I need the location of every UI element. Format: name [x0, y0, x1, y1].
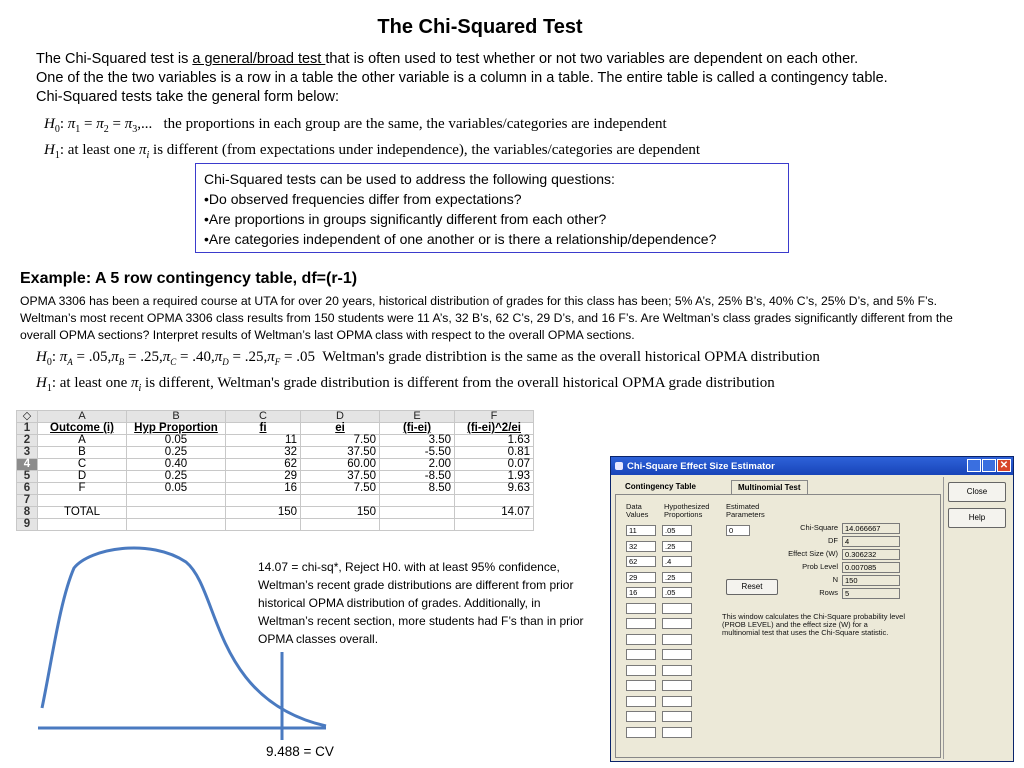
data-value-field[interactable]	[626, 680, 656, 691]
cell[interactable]	[226, 495, 301, 507]
cell[interactable]: F	[38, 483, 127, 495]
table-row	[17, 447, 534, 459]
cell[interactable]: TOTAL	[38, 507, 127, 519]
questions-box	[195, 163, 789, 253]
cell[interactable]: 0.05	[127, 435, 226, 447]
table-row	[17, 459, 534, 471]
cell[interactable]: 1.63	[455, 435, 534, 447]
data-value-field[interactable]	[626, 603, 656, 614]
general-h1: $H_1$: at least one $\pi_i$ is different (from expectations under independence), the variables/categories are dependent	[44, 142, 701, 161]
data-value-field[interactable]	[626, 618, 656, 629]
intro-text	[36, 50, 976, 107]
row-number[interactable]: 2	[17, 435, 38, 447]
cell[interactable]: 0.40	[127, 459, 226, 471]
proportion-field[interactable]	[662, 727, 692, 738]
cell[interactable]	[38, 519, 127, 531]
col-letter[interactable]: A	[38, 411, 127, 423]
proportion-field[interactable]	[662, 634, 692, 645]
proportion-field[interactable]	[662, 696, 692, 707]
cell[interactable]: 0.81	[455, 447, 534, 459]
cell[interactable]: 16	[226, 483, 301, 495]
proportion-field[interactable]: .4	[662, 556, 692, 567]
col-letter[interactable]: F	[455, 411, 534, 423]
intro-line-1	[36, 50, 976, 69]
data-value-field[interactable]: 11	[626, 525, 656, 536]
general-h1-rest: is different (from expectations under independence), the variables/categories are dependent	[153, 142, 701, 158]
close-button[interactable]: Close	[948, 482, 1006, 502]
row-number[interactable]: 8	[17, 507, 38, 519]
cell[interactable]: 60.00	[301, 459, 380, 471]
data-value-field[interactable]: 32	[626, 541, 656, 552]
cell[interactable]: 37.50	[301, 471, 380, 483]
proportion-field[interactable]	[662, 603, 692, 614]
table-row	[17, 423, 534, 435]
row-number[interactable]: 1	[17, 423, 38, 435]
cell[interactable]: 0.07	[455, 459, 534, 471]
example-h1-rest: is different, Weltman's grade distribution is different from the overall historical OPMA grade distribution	[145, 375, 775, 391]
spreadsheet	[16, 410, 538, 538]
critical-value-label: 9.488 = CV	[266, 744, 334, 759]
cell[interactable]: Hyp Proportion	[127, 423, 226, 435]
cell[interactable]	[301, 519, 380, 531]
cell[interactable]: 1.93	[455, 471, 534, 483]
col-letter[interactable]: B	[127, 411, 226, 423]
table-row	[17, 471, 534, 483]
cell[interactable]	[38, 495, 127, 507]
proportion-field[interactable]	[662, 680, 692, 691]
data-value-field[interactable]	[626, 649, 656, 660]
row-number[interactable]: 4	[17, 459, 38, 471]
row-number[interactable]: 6	[17, 483, 38, 495]
cell[interactable]: Outcome (i)	[38, 423, 127, 435]
spreadsheet-table	[16, 410, 534, 531]
dialog-side-panel	[943, 477, 1010, 759]
question-item: •Are categories independent of one another or is there a relationship/dependence?	[204, 231, 717, 247]
data-value-field[interactable]	[626, 727, 656, 738]
multinomial-panel	[615, 494, 941, 758]
maximize-icon[interactable]	[982, 459, 996, 472]
help-button[interactable]: Help	[948, 508, 1006, 528]
data-value-field[interactable]	[626, 665, 656, 676]
example-text: OPMA 3306 has been a required course at UTA for over 20 years, historical distribution of grades for this class has been; 5% A’s, 25% B’s, 40% C’s, 25% D’s, and 5% F’s. Weltman’s most recent OPMA 3306 class results from 150 students were 11 A’s, 32 B’s, 62 C’s, 29 D’s, and 16 F’s. Are Weltman’s class grades significantly different from the overall OPMA sections? Interpret results of Weltman’s last OPMA class with respect to the overall OPMA sections.	[20, 294, 953, 342]
data-value-field[interactable]: 29	[626, 572, 656, 583]
dialog-description: This window calculates the Chi-Square probability level (PROB LEVEL) and the effect size (W) for a multinomial test that uses the Chi-Square statistic.	[722, 612, 906, 637]
data-value-field[interactable]	[626, 696, 656, 707]
corner-cell[interactable]: ◇	[17, 411, 38, 423]
cell[interactable]	[127, 507, 226, 519]
close-icon[interactable]: ✕	[997, 459, 1011, 472]
table-row	[17, 507, 534, 519]
cell[interactable]: 37.50	[301, 447, 380, 459]
data-value-field[interactable]: 62	[626, 556, 656, 567]
result-value-field: 4	[842, 536, 900, 547]
estimated-parameters-label: Estimated Parameters	[726, 502, 765, 519]
cell[interactable]: (fi-ei)^2/ei	[455, 423, 534, 435]
proportion-field[interactable]: .05	[662, 587, 692, 598]
proportion-field[interactable]: .05	[662, 525, 692, 536]
reset-button[interactable]: Reset	[726, 579, 778, 595]
cell[interactable]: fi	[226, 423, 301, 435]
cell[interactable]: ei	[301, 423, 380, 435]
row-number[interactable]: 3	[17, 447, 38, 459]
dialog-titlebar[interactable]	[611, 457, 1013, 475]
proportion-field[interactable]: .25	[662, 541, 692, 552]
proportion-field[interactable]	[662, 711, 692, 722]
cell[interactable]: B	[38, 447, 127, 459]
cell[interactable]: 9.63	[455, 483, 534, 495]
result-label: Effect Size (W)	[788, 549, 838, 558]
cell[interactable]: 32	[226, 447, 301, 459]
cell[interactable]	[226, 519, 301, 531]
cell[interactable]	[455, 495, 534, 507]
proportion-field[interactable]	[662, 618, 692, 629]
result-label: Prob Level	[802, 562, 838, 571]
cell[interactable]: 29	[226, 471, 301, 483]
result-label: Chi-Square	[800, 523, 838, 532]
intro-line-3: Chi-Squared tests take the general form below:	[36, 89, 340, 105]
col-letter[interactable]: E	[380, 411, 455, 423]
param-field[interactable]: 0	[726, 525, 750, 536]
result-value-field: 5	[842, 588, 900, 599]
cell[interactable]: 2.00	[380, 459, 455, 471]
cell[interactable]	[127, 519, 226, 531]
cell[interactable]: 3.50	[380, 435, 455, 447]
cell[interactable]	[455, 519, 534, 531]
tab-multinomial-test[interactable]: Multinomial Test	[731, 480, 808, 494]
example-heading: Example: A 5 row contingency table, df=(r-1)	[20, 270, 358, 287]
cell[interactable]	[380, 507, 455, 519]
cell[interactable]: 14.07	[455, 507, 534, 519]
cell[interactable]: 0.05	[127, 483, 226, 495]
table-row	[17, 483, 534, 495]
col-letter[interactable]: D	[301, 411, 380, 423]
result-value-field: 0.306232	[842, 549, 900, 560]
cell[interactable]: D	[38, 471, 127, 483]
result-label: DF	[828, 536, 838, 545]
cell[interactable]	[380, 519, 455, 531]
cell[interactable]: (fi-ei)	[380, 423, 455, 435]
cell[interactable]: -5.50	[380, 447, 455, 459]
cell[interactable]: C	[38, 459, 127, 471]
cell[interactable]: A	[38, 435, 127, 447]
hyp-proportions-label: Hypothesized Proportions	[664, 502, 710, 519]
row-number[interactable]: 7	[17, 495, 38, 507]
row-number[interactable]: 9	[17, 519, 38, 531]
cell[interactable]: 62	[226, 459, 301, 471]
app-icon	[615, 462, 623, 470]
result-value-field: 0.007085	[842, 562, 900, 573]
result-label: Rows	[819, 588, 838, 597]
table-row	[17, 519, 534, 531]
example-h1-text: at least one	[59, 375, 128, 391]
data-value-field[interactable]	[626, 634, 656, 645]
proportion-field[interactable]: .25	[662, 572, 692, 583]
intro-p1-a: The Chi-Squared test is	[36, 51, 193, 67]
example-h0-text: Weltman's grade distribtion is the same as the overall historical OPMA distribution	[322, 349, 820, 365]
result-value-field: 150	[842, 575, 900, 586]
cell[interactable]	[301, 495, 380, 507]
cell[interactable]: 7.50	[301, 483, 380, 495]
cell[interactable]: 150	[301, 507, 380, 519]
data-value-field[interactable]: 16	[626, 587, 656, 598]
conclusion-note: 14.07 = chi-sq*, Reject H0. with at least 95% confidence, Weltman’s recent grade distributions are different from prior historical OPMA distribution of grades. Additionally, in Weltman’s recent section, more students had F’s than in prior OPMA classes overall.	[258, 560, 584, 646]
cell[interactable]: 8.50	[380, 483, 455, 495]
intro-p1-b: that is often used to test whether or not two variables are dependent on each other.	[325, 51, 859, 67]
tab-contingency-table[interactable]: Contingency Table	[625, 482, 696, 491]
column-letter-row	[17, 411, 534, 423]
effect-size-dialog	[610, 456, 1014, 762]
table-row	[17, 495, 534, 507]
page-title: The Chi-Squared Test	[377, 16, 583, 38]
result-value-field: 14.066667	[842, 523, 900, 534]
cell[interactable]: 7.50	[301, 435, 380, 447]
table-row	[17, 435, 534, 447]
intro-line-2: One of the the two variables is a row in a table the other variable is a column in a table. The entire table is called a contingency table.	[36, 70, 888, 86]
cell[interactable]	[380, 495, 455, 507]
cell[interactable]: 0.25	[127, 447, 226, 459]
general-h1-text: at least one	[67, 142, 136, 158]
cell[interactable]: -8.50	[380, 471, 455, 483]
intro-p1-underline: a general/broad test	[192, 51, 326, 67]
row-number[interactable]: 5	[17, 471, 38, 483]
col-letter[interactable]: C	[226, 411, 301, 423]
dialog-title: Chi-Square Effect Size Estimator	[627, 461, 775, 472]
cell[interactable]: 0.25	[127, 471, 226, 483]
proportion-field[interactable]	[662, 649, 692, 660]
data-value-field[interactable]	[626, 711, 656, 722]
question-item: •Are proportions in groups significantly different from each other?	[204, 211, 607, 227]
result-label: N	[832, 575, 838, 584]
questions-intro: Chi-Squared tests can be used to address the following questions:	[204, 171, 615, 187]
question-item: •Do observed frequencies differ from expectations?	[204, 191, 522, 207]
general-h0: $H_0$: $\pi_1 = \pi_2 = \pi_3$,... the proportions in each group are the same, the variables/categories are independent	[44, 116, 667, 135]
general-h0-text: the proportions in each group are the same, the variables/categories are independent	[163, 116, 667, 132]
data-values-label: Data Values	[626, 502, 649, 519]
proportion-field[interactable]	[662, 665, 692, 676]
cell[interactable]: 150	[226, 507, 301, 519]
cell[interactable]	[127, 495, 226, 507]
example-h0: $H_0$: $\pi_A = .05,\pi_B = .25,\pi_C = .40,\pi_D = .25,\pi_F = .05$ Weltman's grade distribtion is the same as the overall historical OPMA distribution	[36, 349, 820, 368]
minimize-icon[interactable]	[967, 459, 981, 472]
example-h1: $H_1$: at least one $\pi_i$ is different, Weltman's grade distribution is different from the overall historical OPMA grade distribution	[36, 375, 775, 394]
cell[interactable]: 11	[226, 435, 301, 447]
